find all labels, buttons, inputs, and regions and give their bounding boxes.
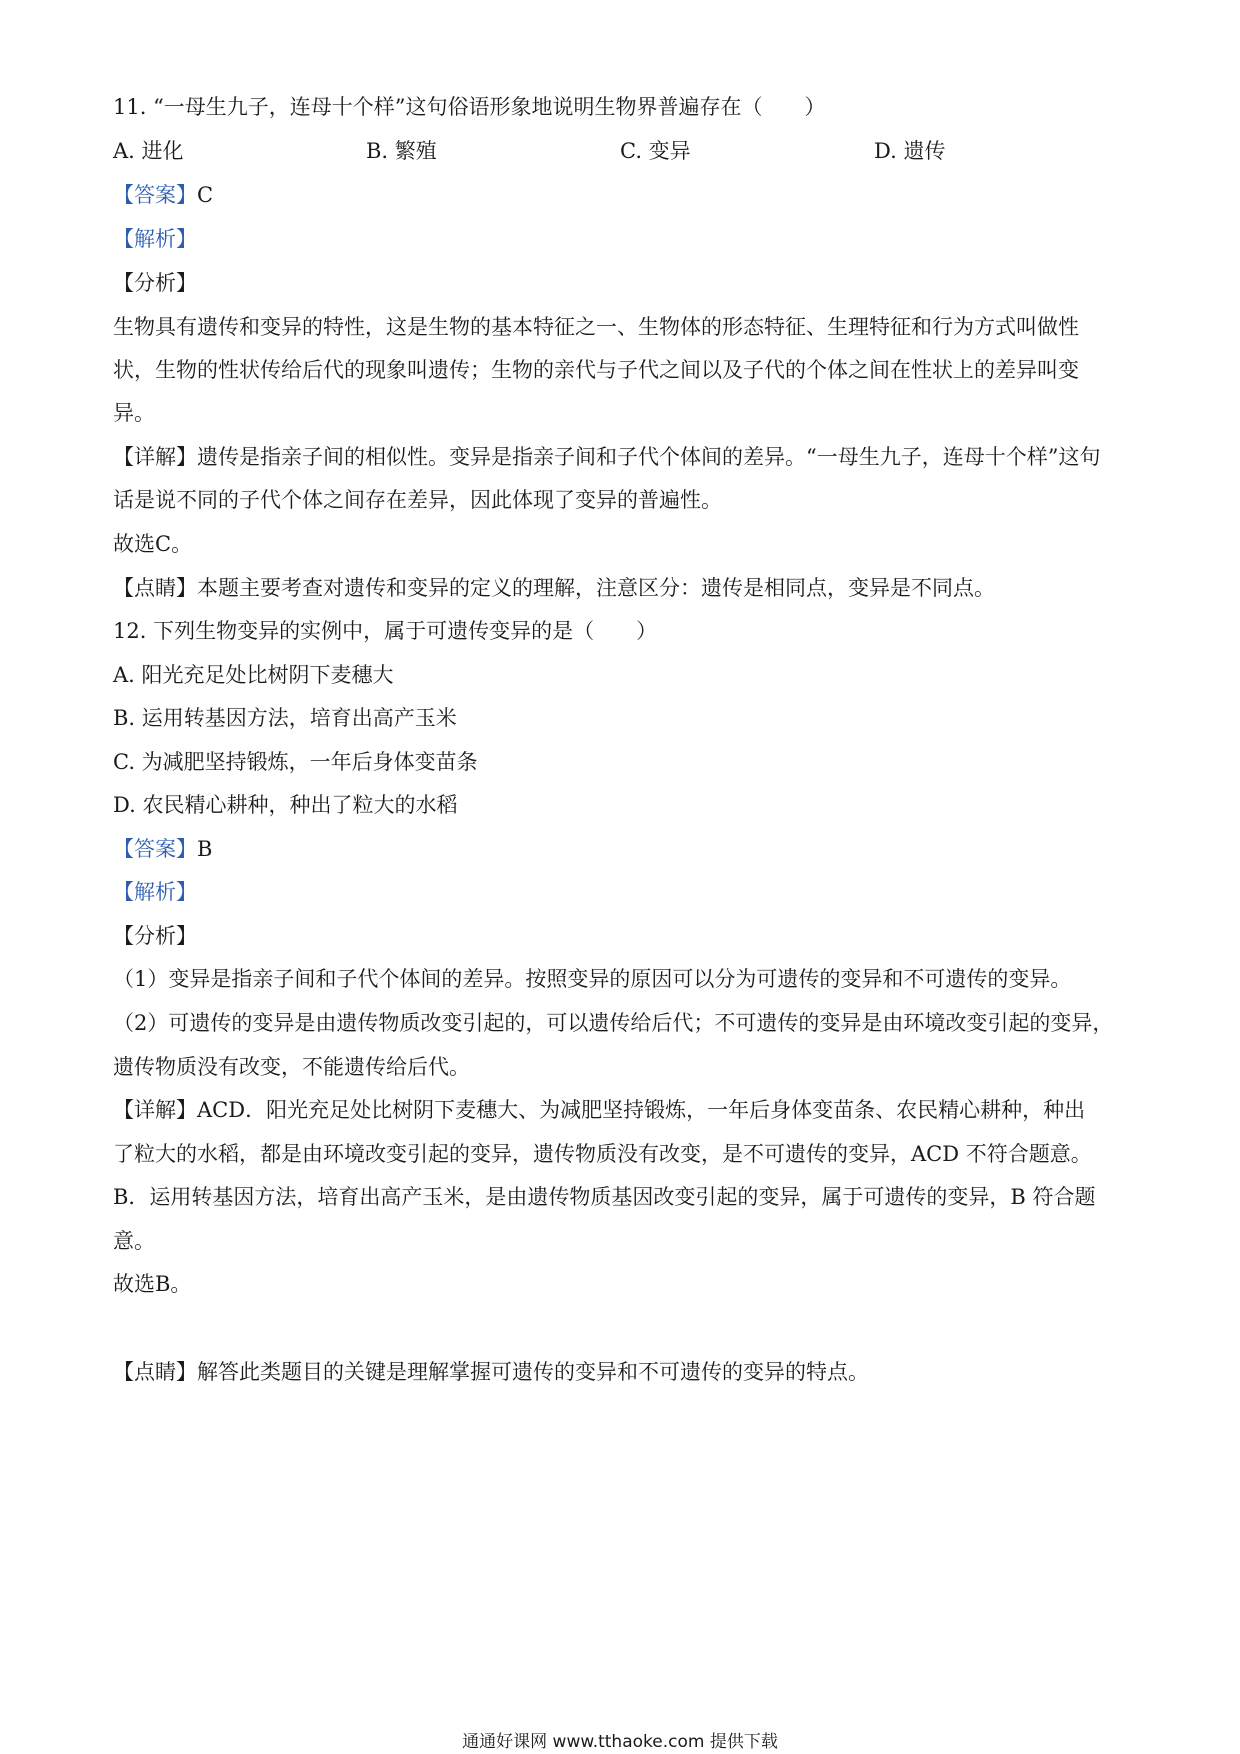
page-footer: 通通好课网 www.tthaoke.com 提供下载 bbox=[462, 1732, 778, 1752]
q11-comment bbox=[113, 573, 1133, 603]
q11-fenxi-line-2: 状，生物的性状传给后代的现象叫遗传；生物的亲代与子代之间以及子代的个体之间在性状上的差异叫变 bbox=[113, 358, 1079, 382]
q12-comment-tag: 【点睛】 bbox=[113, 1360, 197, 1384]
q11-comment-text: 本题主要考查对遗传和变异的定义的理解，注意区分：遗传是相同点，变异是不同点。 bbox=[197, 576, 995, 600]
q12-analysis-tag: 【解析】 bbox=[113, 880, 197, 904]
q11-detail-tag: 【详解】 bbox=[113, 445, 197, 469]
q12-comment-text: 解答此类题目的关键是理解掌握可遗传的变异和不可遗传的变异的特点。 bbox=[197, 1360, 869, 1384]
q11-fenxi-tag: 【分析】 bbox=[113, 271, 197, 295]
q12-fenxi-line-1: （1）变异是指亲子间和子代个体间的差异。按照变异的原因可以分为可遗传的变异和不可遗传的变异。 bbox=[113, 967, 1072, 991]
q11-option-a: A. 进化 bbox=[113, 139, 184, 163]
q12-detail-line-3: B．运用转基因方法，培育出高产玉米，是由遗传物质基因改变引起的变异，属于可遗传的变异，B 符合题 bbox=[113, 1185, 1096, 1209]
q11-analysis-tag: 【解析】 bbox=[113, 227, 197, 251]
q12-detail-line-1 bbox=[113, 1095, 1133, 1125]
q12-comment bbox=[113, 1357, 1133, 1387]
q11-choose: 故选C。 bbox=[113, 532, 193, 556]
q11-detail-text-1: 遗传是指亲子间的相似性。变异是指亲子间和子代个体间的差异。“一母生九子，连母十个样”这句 bbox=[197, 445, 1101, 469]
q11-fenxi-line-3: 异。 bbox=[113, 401, 155, 425]
q12-option-a: A. 阳光充足处比树阴下麦穗大 bbox=[113, 663, 394, 687]
q12-option-d: D. 农民精心耕种，种出了粒大的水稻 bbox=[113, 793, 458, 817]
q11-option-b: B. 繁殖 bbox=[366, 139, 437, 163]
q11-detail-line-1 bbox=[113, 442, 1133, 472]
q12-answer-value: B bbox=[197, 837, 213, 861]
q12-detail-line-4: 意。 bbox=[113, 1229, 155, 1253]
q11-fenxi-line-1: 生物具有遗传和变异的特性，这是生物的基本特征之一、生物体的形态特征、生理特征和行为方式叫做性 bbox=[113, 315, 1079, 339]
q12-answer-tag: 【答案】 bbox=[113, 837, 197, 861]
q12-detail-text-1: ACD．阳光充足处比树阴下麦穗大、为减肥坚持锻炼，一年后身体变苗条、农民精心耕种，种出 bbox=[197, 1098, 1086, 1122]
q12-detail-line-2: 了粒大的水稻，都是由环境改变引起的变异，遗传物质没有改变，是不可遗传的变异，ACD 不符合题意。 bbox=[113, 1142, 1092, 1166]
q12-detail-tag: 【详解】 bbox=[113, 1098, 197, 1122]
q11-option-d: D. 遗传 bbox=[874, 139, 946, 163]
q11-answer bbox=[113, 180, 1133, 210]
q12-option-c: C. 为减肥坚持锻炼，一年后身体变苗条 bbox=[113, 750, 478, 774]
q12-answer bbox=[113, 834, 1133, 864]
q11-stem: 11. “一母生九子，连母十个样”这句俗语形象地说明生物界普遍存在（ ） bbox=[113, 95, 826, 119]
q11-option-c: C. 变异 bbox=[620, 139, 691, 163]
q12-fenxi-line-3: 遗传物质没有改变，不能遗传给后代。 bbox=[113, 1055, 470, 1079]
q12-option-b: B. 运用转基因方法，培育出高产玉米 bbox=[113, 706, 457, 730]
q12-fenxi-line-2: （2）可遗传的变异是由遗传物质改变引起的，可以遗传给后代；不可遗传的变异是由环境改变引起的变异， bbox=[113, 1011, 1114, 1035]
q12-stem: 12. 下列生物变异的实例中，属于可遗传变异的是（ ） bbox=[113, 619, 658, 643]
q11-comment-tag: 【点睛】 bbox=[113, 576, 197, 600]
q11-detail-line-2: 话是说不同的子代个体之间存在差异，因此体现了变异的普遍性。 bbox=[113, 488, 722, 512]
q12-choose: 故选B。 bbox=[113, 1272, 192, 1296]
q11-answer-tag: 【答案】 bbox=[113, 183, 197, 207]
q11-answer-value: C bbox=[197, 183, 214, 207]
q12-fenxi-tag: 【分析】 bbox=[113, 924, 197, 948]
